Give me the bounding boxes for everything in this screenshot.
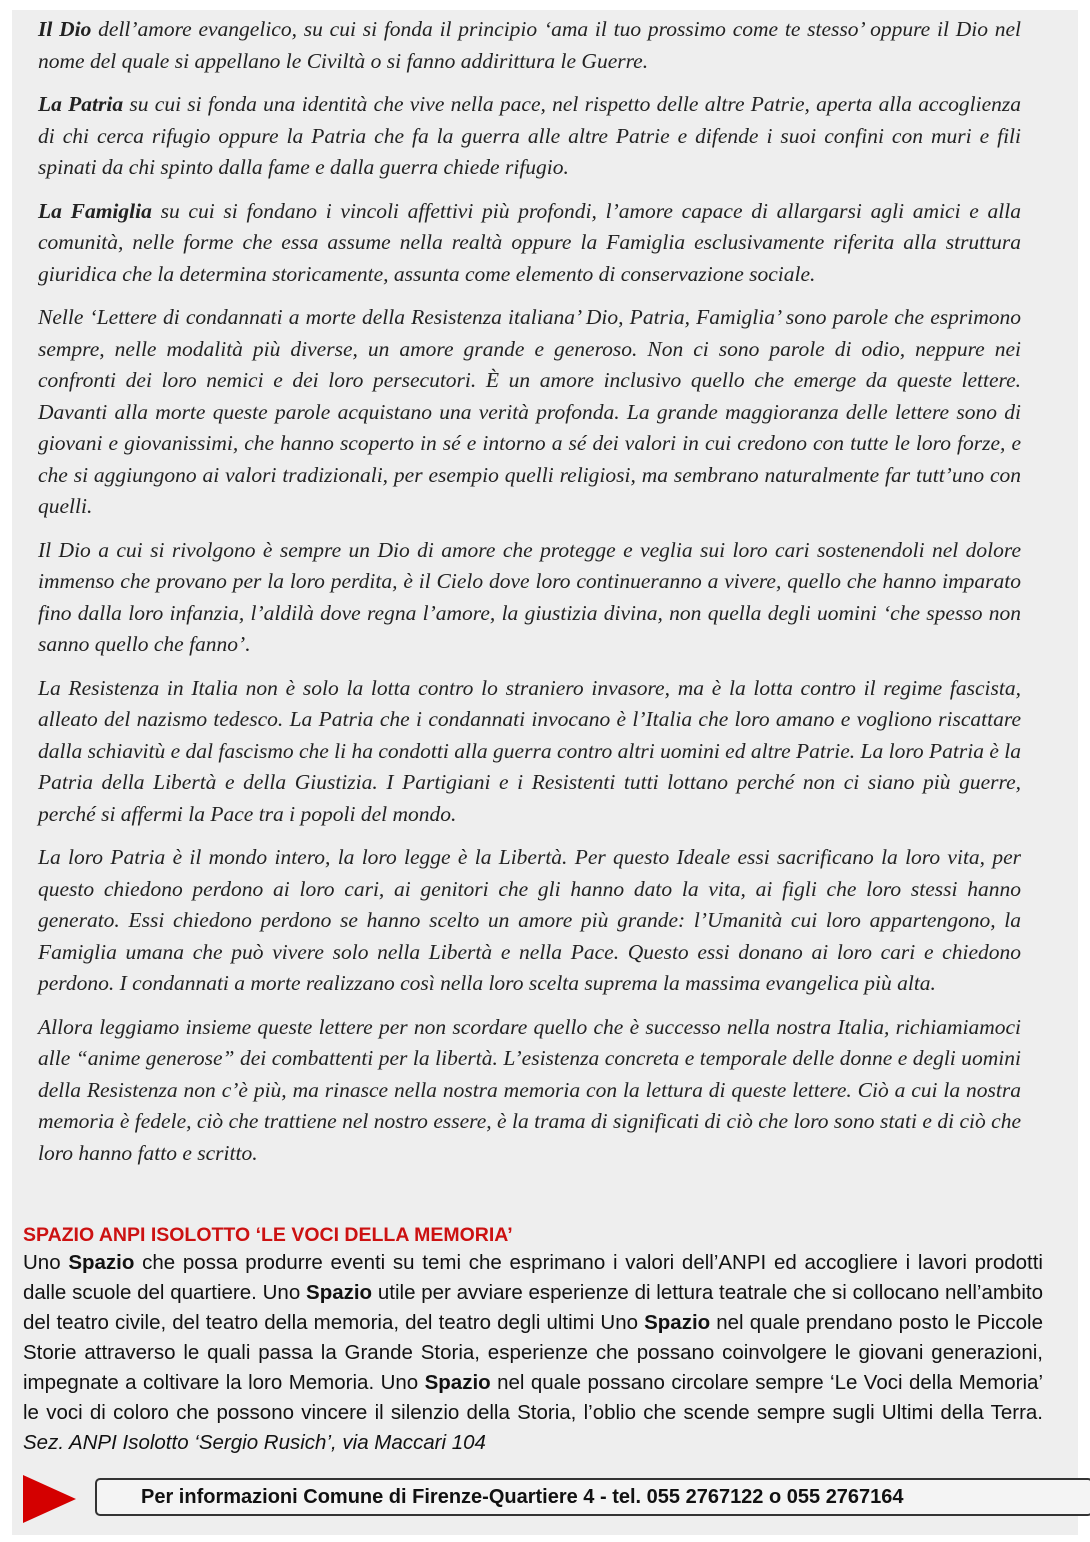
paragraph-lettere: Nelle ‘Lettere di condannati a morte della Resistenza italiana’ Dio, Patria, Famiglia’ sono parole che esprimono sempre, nelle modalità più diverse, un amore grande e generoso. Non ci sono parole di odio, neppure nei confronti dei loro nemici e dei loro persecutori. È un amore inclusivo quello che emerge da queste lettere. Davanti alla morte queste parole acquistano una verità profonda. La grande maggioranza delle lettere sono di giovani e giovanissimi, che hanno scoperto in sé e intorno a sé dei valori in cui credono con tutte le loro forze, e che si aggiungono ai valori tradizionali, per esempio quelli religiosi, ma sembrano naturalmente far tutt’uno con quelli. [38, 305, 1021, 518]
paragraph-text: su cui si fonda una identità che vive nella pace, nel rispetto delle altre Patrie, aperta alla accoglienza di chi cerca rifugio oppure la Patria che fa la guerra alle altre Patrie e difende i suoi confini con muri e fili spinati da chi spinto dalla fame e dalla guerra chiede rifugio. [38, 92, 1021, 179]
paragraph-text: dell’amore evangelico, su cui si fonda il principio ‘ama il tuo prossimo come te stesso’ oppure il Dio nel nome del quale si appellano le Civiltà o si fanno addirittura le Guerre. [38, 17, 1021, 73]
word-spazio: Spazio [644, 1311, 711, 1334]
paragraph-patria [38, 89, 1021, 184]
section-signature: Sez. ANPI Isolotto ‘Sergio Rusich’, via Maccari 104 [23, 1431, 486, 1454]
paragraph-patria-mondo: La loro Patria è il mondo intero, la loro legge è la Libertà. Per questo Ideale essi sacrificano la loro vita, per questo chiedono perdono ai loro cari, ai genitori che gli hanno dato la vita, ai figli che loro stessi hanno generato. Essi chiedono perdono se hanno scelto un amore più grande: l’Umanità cui loro appartengono, la Famiglia umana che può vivere solo nella Libertà e nella Pace. Questo essi donano ai loro cari e chiedono perdono. I condannati a morte realizzano così nella loro scelta suprema la massima evangelica più alta. [38, 845, 1021, 995]
paragraph-dio [38, 14, 1021, 77]
section-text: nel quale possano circolare sempre ‘Le Voci della Memoria’ le voci di coloro che possono vincere il silenzio della Storia, l’oblio che scende sempre sugli Ultimi della Terra. [23, 1371, 1043, 1424]
section-text: nel quale prendano posto le Piccole Storie attraverso le quali passa la Grande Storia, esperienze che possano coinvolgere le giovani generazioni, impegnate a coltivare la loro Memoria. [23, 1311, 1044, 1394]
paragraph-lead: Il Dio [38, 17, 92, 41]
word-spazio: Spazio [306, 1281, 373, 1304]
info-row [23, 1475, 1045, 1527]
word-uno: Uno [600, 1311, 645, 1334]
word-uno: Uno [262, 1281, 307, 1304]
anpi-section [23, 1222, 1043, 1458]
word-uno: Uno [23, 1251, 69, 1274]
paragraph-lead: La Patria [38, 92, 124, 116]
essay-body [38, 14, 1021, 1181]
word-uno: Uno [380, 1371, 425, 1394]
word-spazio: Spazio [424, 1371, 491, 1394]
word-spazio: Spazio [68, 1251, 135, 1274]
section-text: utile per avviare esperienze di lettura teatrale che si collocano nell’ambito del teatro civile, del teatro della memoria, del teatro degli ultimi [23, 1281, 1043, 1334]
section-title: SPAZIO ANPI ISOLOTTO ‘LE VOCI DELLA MEMORIA’ [23, 1224, 513, 1246]
paragraph-text: su cui si fondano i vincoli affettivi più profondi, l’amore capace di allargarsi agli amici e alla comunità, nelle forme che essa assume nella realtà oppure la Famiglia esclusivamente riferita alla struttura giuridica che la determina storicamente, assunta come elemento di conservazione sociale. [38, 198, 1022, 286]
section-text: che possa produrre eventi su temi che esprimano i valori dell’ANPI ed accogliere i lavori prodotti dalle scuole del quartiere. [23, 1251, 1043, 1304]
paragraph-leggiamo: Allora leggiamo insieme queste lettere per non scordare quello che è successo nella nostra Italia, richiamiamoci alle “anime generose” dei combattenti per la libertà. L’esistenza concreta e temporale delle donne e degli uomini della Resistenza non c’è più, ma rinasce nella nostra memoria con la lettura di queste lettere. Ciò a cui la nostra memoria è fedele, ciò che trattiene nel nostro essere, è la trama di significati di ciò che loro sono stati e di ciò che loro hanno fatto e scritto. [38, 1014, 1021, 1165]
play-arrow-icon [23, 1475, 76, 1523]
paragraph-dio-amore: Il Dio a cui si rivolgono è sempre un Dio di amore che protegge e veglia sui loro cari sostenendoli nel dolore immenso che provano per la loro perdita, è il Cielo dove loro continueranno a vivere, quello che hanno imparato fino dalla loro infanzia, l’aldilà dove regna l’amore, la giustizia divina, non quella degli uomini ‘che spesso non sanno quello che fanno’. [38, 537, 1021, 656]
section-body [23, 1248, 1043, 1458]
paragraph-resistenza: La Resistenza in Italia non è solo la lotta contro lo straniero invasore, ma è la lotta contro il regime fascista, alleato del nazismo tedesco. La Patria che i condannati invocano è l’Italia che loro amano e vogliono riscattare dalla schiavitù e dal fascismo che li ha condotti alla guerra contro altri uomini ed altre Patrie. La loro Patria è la Patria della Libertà e della Giustizia. I Partigiani e i Resistenti tutti lottano perché non ci siano più guerre, perché si affermi la Pace tra i popoli del mondo. [38, 675, 1021, 826]
paragraph-famiglia [38, 196, 1021, 291]
info-box: Per informazioni Comune di Firenze-Quartiere 4 - tel. 055 2767122 o 055 2767164 [95, 1478, 1090, 1516]
paragraph-lead: La Famiglia [38, 198, 152, 223]
